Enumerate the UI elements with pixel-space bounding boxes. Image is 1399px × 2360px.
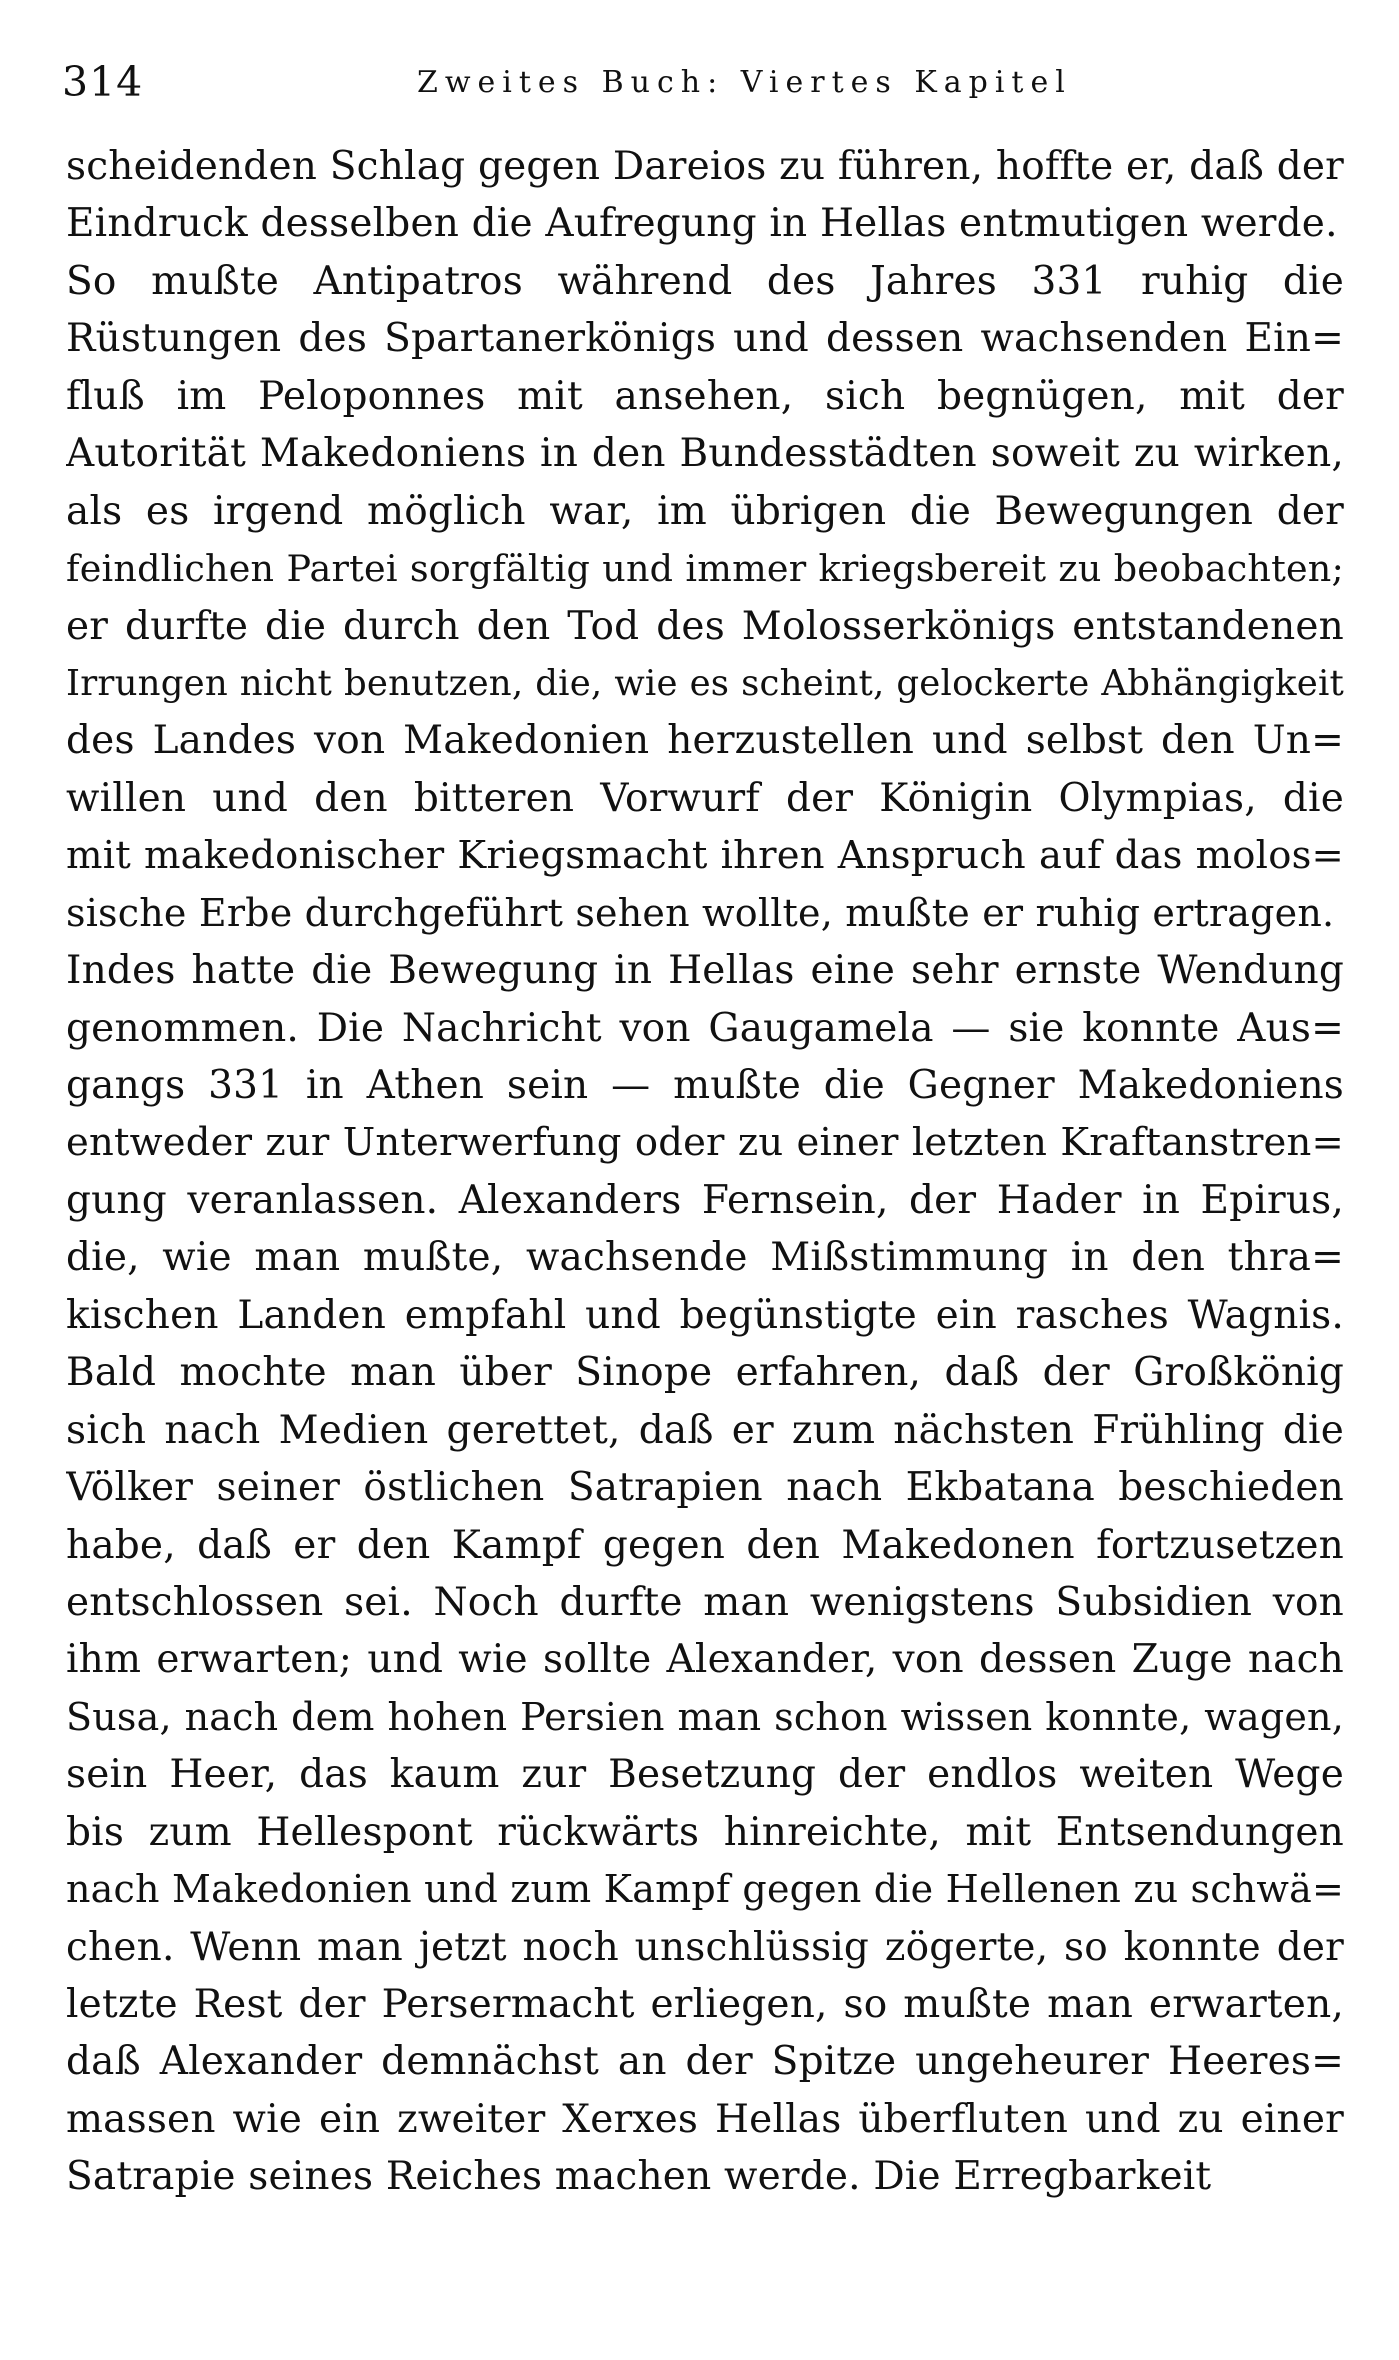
text-line: Autorität Makedoniens in den Bundesstädten soweit zu wirken,: [66, 431, 1344, 477]
text-line: habe, daß er den Kampf gegen den Makedonen fortzusetzen: [66, 1522, 1344, 1568]
text-line: sich nach Medien gerettet, daß er zum nächsten Frühling die: [66, 1407, 1344, 1453]
body-text: [66, 138, 1344, 2206]
text-line: Indes hatte die Bewegung in Hellas eine sehr ernste Wendung: [66, 948, 1344, 994]
text-line: letzte Rest der Persermacht erliegen, so mußte man erwarten,: [66, 1982, 1344, 2027]
text-line: willen und den bitteren Vorwurf der Königin Olympias, die: [66, 775, 1344, 821]
text-line: feindlichen Partei sorgfältig und immer kriegsbereit zu beobachten;: [66, 547, 1344, 591]
text-line: entweder zur Unterwerfung oder zu einer letzten Kraftanstren=: [66, 1120, 1344, 1166]
text-line: sein Heer, das kaum zur Besetzung der endlos weiten Wege: [66, 1752, 1344, 1798]
text-line: Eindruck desselben die Aufregung in Hellas entmutigen werde.: [66, 201, 1338, 247]
text-line: scheidenden Schlag gegen Dareios zu führen, hoffte er, daß der: [66, 144, 1344, 189]
text-line: genommen. Die Nachricht von Gaugamela — sie konnte Aus=: [66, 1005, 1344, 1051]
text-line: als es irgend möglich war, im übrigen die Bewegungen der: [66, 488, 1344, 534]
text-line: gung veranlassen. Alexanders Fernsein, der Hader in Epirus,: [66, 1177, 1344, 1223]
text-line: entschlossen sei. Noch durfte man wenigstens Subsidien von: [66, 1579, 1344, 1625]
text-line: ihm erwarten; und wie sollte Alexander, von dessen Zuge nach: [66, 1637, 1344, 1683]
text-line: nach Makedonien und zum Kampf gegen die Hellenen zu schwä=: [66, 1867, 1344, 1912]
text-line: die, wie man mußte, wachsende Mißstimmung in den thra=: [66, 1235, 1344, 1281]
running-head: Zweites Buch: Viertes Kapitel: [417, 65, 1072, 100]
text-line: Völker seiner östlichen Satrapien nach Ekbatana beschieden: [66, 1465, 1344, 1511]
text-line: des Landes von Makedonien herzustellen und selbst den Un=: [66, 718, 1344, 764]
text-line: gangs 331 in Athen sein — mußte die Gegner Makedoniens: [66, 1063, 1344, 1108]
text-line: Satrapie seines Reiches machen werde. Die Erregbarkeit: [66, 2154, 1212, 2200]
page-number: 314: [62, 58, 144, 106]
text-line: Bald mochte man über Sinope erfahren, daß der Großkönig: [66, 1350, 1344, 1396]
text-line: sische Erbe durchgeführt sehen wollte, mußte er ruhig ertragen.: [66, 890, 1335, 935]
text-line: Irrungen nicht benutzen, die, wie es scheint, gelockerte Abhängigkeit: [66, 662, 1344, 704]
text-line: massen wie ein zweiter Xerxes Hellas überfluten und zu einer: [66, 2096, 1344, 2142]
text-line: fluß im Peloponnes mit ansehen, sich begnügen, mit der: [66, 373, 1344, 419]
text-line: So mußte Antipatros während des Jahres 331 ruhig die: [66, 258, 1344, 304]
text-line: bis zum Hellespont rückwärts hinreichte, mit Entsendungen: [66, 1809, 1344, 1855]
text-line: Susa, nach dem hohen Persien man schon wissen konnte, wagen,: [66, 1694, 1344, 1739]
text-line: mit makedonischer Kriegsmacht ihren Anspruch auf das molos=: [66, 833, 1344, 879]
text-line: er durfte die durch den Tod des Molosserkönigs entstandenen: [66, 603, 1344, 649]
text-line: kischen Landen empfahl und begünstigte ein rasches Wagnis.: [66, 1292, 1344, 1338]
text-line: Rüstungen des Spartanerkönigs und dessen wachsenden Ein=: [66, 316, 1344, 362]
text-line: daß Alexander demnächst an der Spitze ungeheurer Heeres=: [66, 2039, 1344, 2085]
text-line: chen. Wenn man jetzt noch unschlüssig zögerte, so konnte der: [66, 1924, 1344, 1970]
page-header: [62, 58, 1342, 118]
